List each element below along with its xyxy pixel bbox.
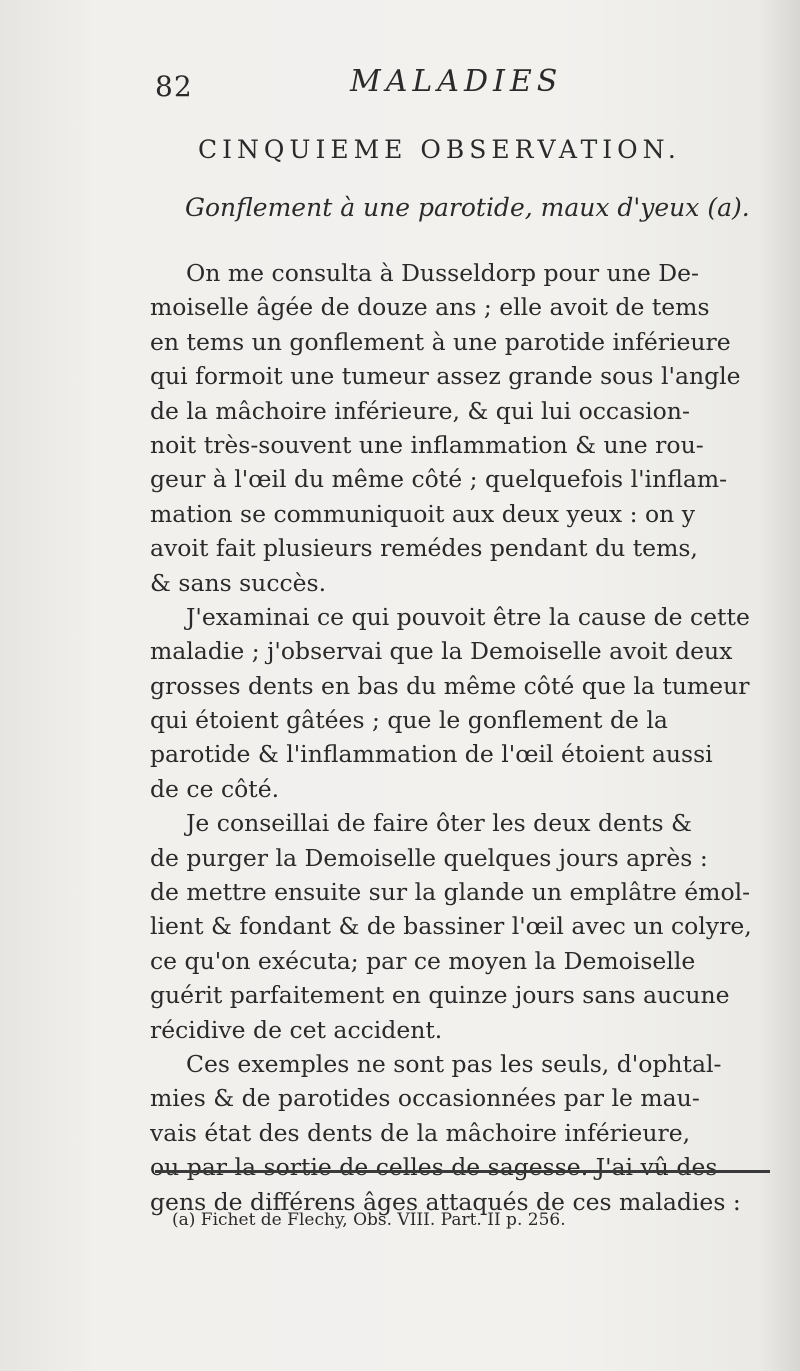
text-line: On me consulta à Dusseldorp pour une De-	[186, 259, 699, 287]
text-line: parotide & l'inflammation de l'œil étoient aussi	[150, 740, 713, 769]
body-text	[150, 256, 778, 1219]
text-line: mies & de parotides occasionnées par le mau-	[150, 1084, 700, 1113]
text-line: qui étoient gâtées ; que le gonflement de la	[150, 706, 668, 735]
running-title: MALADIES	[350, 64, 563, 99]
section-title: CINQUIEME OBSERVATION.	[198, 135, 681, 164]
text-line: mation se communiquoit aux deux yeux : on y	[150, 499, 695, 528]
text-line: ce qu'on exécuta; par ce moyen la Demoiselle	[150, 946, 696, 975]
text-line: Ces exemples ne sont pas les seuls, d'ophtal-	[186, 1049, 722, 1078]
text-line: & sans succès.	[150, 568, 327, 597]
text-line: de la mâchoire inférieure, & qui lui occasion-	[150, 396, 690, 425]
text-line: geur à l'œil du même côté ; quelquefois l'inflam-	[150, 465, 728, 494]
text-line: J'examinai ce qui pouvoit être la cause de cette	[186, 602, 750, 631]
text-line: Je conseillai de faire ôter les deux dents &	[186, 809, 692, 838]
text-line: grosses dents en bas du même côté que la tumeur	[150, 671, 750, 700]
page-number: 82	[155, 70, 193, 103]
footnote: (a) Fichet de Flechy, Obs. VIII. Part. II p. 256.	[172, 1210, 566, 1230]
text-line: qui formoit une tumeur assez grande sous l'angle	[150, 362, 741, 391]
footnote-rule	[155, 1170, 770, 1173]
text-line: de mettre ensuite sur la glande un emplâtre émol-	[150, 878, 751, 907]
text-line: gens de différens âges attaqués de ces maladies :	[150, 1187, 741, 1216]
text-line: maladie ; j'observai que la Demoiselle avoit deux	[150, 637, 733, 666]
text-line: de purger la Demoiselle quelques jours après :	[150, 843, 708, 872]
text-line: de ce côté.	[150, 774, 280, 803]
text-line: récidive de cet accident.	[150, 1015, 443, 1044]
text-line: avoit fait plusieurs remédes pendant du tems,	[150, 534, 698, 563]
text-line: ou par la sortie de celles de sagesse. J'ai vû des	[150, 1153, 718, 1182]
text-line: en tems un gonflement à une parotide inférieure	[150, 327, 731, 356]
text-line: lient & fondant & de bassiner l'œil avec un colyre,	[150, 912, 752, 941]
section-subtitle: Gonflement à une parotide, maux d'yeux (a).	[185, 193, 750, 222]
text-line: guérit parfaitement en quinze jours sans aucune	[150, 981, 730, 1010]
text-line: vais état des dents de la mâchoire inférieure,	[150, 1118, 691, 1147]
page-header	[155, 64, 785, 110]
text-line: noit très-souvent une inflammation & une rou-	[150, 430, 704, 459]
text-line: moiselle âgée de douze ans ; elle avoit de tems	[150, 293, 710, 322]
